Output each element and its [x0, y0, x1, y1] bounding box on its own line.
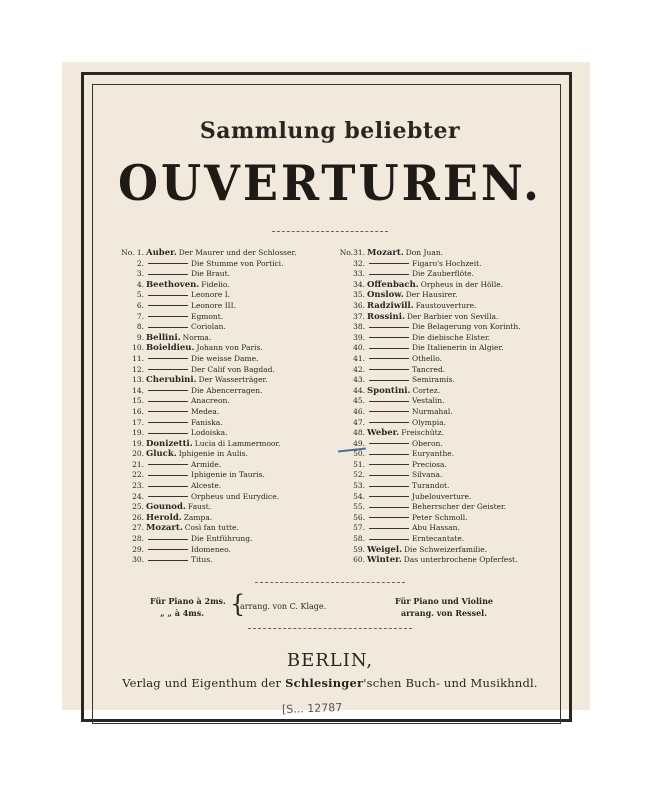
item-number: 53. [353, 481, 365, 491]
item-number: 8. [136, 322, 144, 332]
opera-title: Faustouverture. [415, 300, 477, 310]
composer-name: Herold. [146, 512, 182, 523]
list-item [117, 312, 347, 323]
ditto-dash [148, 274, 188, 275]
opera-title: Euryanthe. [412, 449, 455, 459]
list-item [117, 481, 347, 492]
composer-name: Gluck. [146, 449, 177, 460]
ditto-dash [148, 433, 188, 434]
composer-name: Mozart. [367, 248, 404, 258]
opera-title: Othello. [412, 353, 442, 363]
city-name: BERLIN, [286, 650, 374, 671]
ditto-dash [148, 327, 188, 328]
item-number: 47. [353, 417, 365, 427]
ditto-dash [369, 486, 409, 487]
opera-title: Preciosa. [412, 459, 447, 469]
violin-edition [395, 595, 493, 619]
list-item [117, 269, 347, 280]
item-number: 33. [353, 269, 365, 279]
ditto-dash [369, 401, 409, 402]
list-item [338, 492, 568, 503]
composer-name: Weber. [367, 428, 400, 439]
ditto-dash [369, 358, 409, 359]
opera-title: Silvana. [412, 470, 443, 480]
opera-title: Erntecantate. [412, 534, 465, 544]
ditto-dash [148, 358, 188, 359]
opera-title: Iphigenie in Tauris. [191, 470, 265, 480]
piano-2ms: Für Piano à 2ms. [150, 596, 226, 606]
list-item [117, 375, 347, 386]
piano-4ms: „ „ à 4ms. [160, 608, 205, 618]
composer-name: Donizetti. [146, 438, 193, 449]
ditto-dash [369, 539, 409, 540]
list-item [117, 248, 347, 259]
item-number: 27. [132, 523, 144, 533]
publisher-suffix: 'schen Buch- und Musikhndl. [363, 676, 538, 690]
composer-name: Offenbach. [367, 279, 419, 290]
opera-title: Orpheus und Eurydice. [191, 491, 280, 501]
overture-list-right [338, 248, 568, 566]
list-item [338, 290, 568, 301]
composer-name: Beethoven. [146, 279, 200, 290]
item-number: 21. [132, 459, 144, 469]
ornamental-divider [272, 231, 388, 232]
composer-name: Winter. [367, 555, 402, 566]
item-number: 48. [353, 428, 365, 438]
list-item [338, 428, 568, 439]
opera-title: Idomeneo. [191, 544, 231, 554]
ditto-dash [369, 411, 409, 412]
opera-title: Jubelouverture. [412, 491, 472, 501]
ditto-dash [369, 327, 409, 328]
opera-title: Titus. [191, 555, 213, 565]
opera-title: Der Wasserträger. [198, 375, 268, 385]
opera-title: Freischütz. [401, 428, 444, 438]
list-item [338, 460, 568, 471]
list-item [117, 460, 347, 471]
ditto-dash [148, 539, 188, 540]
composer-name: Auber. [146, 248, 177, 258]
list-item [338, 439, 568, 450]
item-number: No.31. [339, 248, 365, 257]
opera-title: Nurmahal. [412, 406, 453, 416]
item-number: 40. [353, 343, 365, 353]
opera-title: Die diebische Elster. [412, 332, 491, 342]
ditto-dash [369, 422, 409, 423]
item-number: 6. [136, 300, 144, 310]
opera-title: Faust. [187, 502, 212, 512]
list-item [117, 513, 347, 524]
ditto-dash [369, 517, 409, 518]
composer-name: Weigel. [367, 544, 403, 555]
opera-title: Cortez. [412, 385, 441, 395]
item-number: 16. [132, 406, 144, 416]
list-item [117, 428, 347, 439]
opera-title: Die weisse Dame. [191, 353, 259, 363]
composer-name: Boieldieu. [146, 343, 195, 354]
opera-title: Alceste. [191, 481, 222, 491]
list-item [117, 492, 347, 503]
ditto-dash [148, 390, 188, 391]
ditto-dash [148, 369, 188, 370]
item-number: 37. [353, 311, 365, 321]
opera-title: Die Stumme von Portici. [191, 258, 284, 268]
opera-title: Turandot. [412, 481, 450, 491]
opera-title: Der Maurer und der Schlosser. [178, 248, 297, 257]
item-number: 5. [136, 290, 144, 300]
ditto-dash [148, 316, 188, 317]
opera-title: Abu Hassan. [412, 523, 460, 533]
item-number: 29. [132, 544, 144, 554]
item-number: 44. [353, 385, 365, 395]
list-item [338, 354, 568, 365]
composer-name: Rossini. [367, 311, 405, 322]
item-number: 25. [132, 502, 144, 512]
composer-name: Mozart. [146, 523, 183, 534]
item-number: 43. [353, 375, 365, 385]
opera-title: Peter Schmoll. [412, 512, 468, 522]
opera-title: Iphigenie in Aulis. [178, 449, 248, 459]
opera-title: Oberon. [412, 438, 443, 448]
item-number: 41. [353, 353, 365, 363]
list-item [338, 343, 568, 354]
list-item [117, 418, 347, 429]
item-number: 2. [136, 258, 144, 268]
list-item [117, 407, 347, 418]
item-number: 17. [132, 417, 144, 427]
ditto-dash [369, 528, 409, 529]
item-number: 20. [132, 449, 144, 459]
opera-title: Armide. [191, 459, 222, 469]
item-number: 14. [132, 385, 144, 395]
ditto-dash [369, 507, 409, 508]
opera-title: Fidelio. [201, 279, 230, 289]
item-number: 42. [353, 364, 365, 374]
list-item [117, 354, 347, 365]
list-item [338, 396, 568, 407]
item-number: 56. [353, 512, 365, 522]
opera-title: Zampa. [183, 512, 213, 522]
ditto-dash [148, 422, 188, 423]
ditto-dash [369, 454, 409, 455]
ditto-dash [369, 496, 409, 497]
list-item [117, 290, 347, 301]
item-number: 36. [353, 300, 365, 310]
list-item [117, 545, 347, 556]
ressel-arrangement: arrang. von Ressel. [400, 608, 487, 618]
opera-title: Tancred. [412, 364, 446, 374]
item-number: 15. [132, 396, 144, 406]
opera-title: Die Belagerung von Korinth. [412, 322, 521, 332]
item-number: 26. [132, 512, 144, 522]
item-number: 32. [353, 258, 365, 268]
brace-glyph: { [230, 590, 246, 618]
ditto-dash [369, 348, 409, 349]
composer-name: Onslow. [367, 290, 404, 301]
opera-title: Johann von Paris. [196, 343, 263, 353]
list-item [117, 439, 347, 450]
opera-title: Olympia. [412, 417, 446, 427]
ditto-dash [148, 305, 188, 306]
item-number: 55. [353, 502, 365, 512]
list-item [117, 322, 347, 333]
item-number: 49. [353, 438, 365, 448]
list-item [338, 470, 568, 481]
list-item [338, 545, 568, 556]
opera-title: Die Schweizerfamilie. [404, 544, 488, 554]
ditto-dash [148, 496, 188, 497]
item-number: 28. [132, 534, 144, 544]
list-item [338, 513, 568, 524]
piano-violin: Für Piano und Violine [395, 596, 493, 606]
divider-line-lower [248, 628, 412, 629]
opera-title: Vestalin. [412, 396, 445, 406]
ditto-dash [369, 464, 409, 465]
list-item [117, 343, 347, 354]
composer-name: Spontini. [367, 385, 411, 396]
item-number: 57. [353, 523, 365, 533]
klage-arrangement: arrang. von C. Klage. [240, 602, 327, 611]
ditto-dash [369, 263, 409, 264]
item-number: 59. [353, 544, 365, 554]
item-number: 46. [353, 406, 365, 416]
list-item [338, 481, 568, 492]
publisher-name: Schlesinger [285, 676, 364, 690]
list-item [117, 259, 347, 270]
list-item [117, 365, 347, 376]
list-item [117, 555, 347, 566]
ditto-dash [148, 401, 188, 402]
list-item [338, 301, 568, 312]
list-item [117, 534, 347, 545]
opera-title: Lucia di Lammermoor. [194, 438, 281, 448]
opera-title: Anacreon. [191, 396, 230, 406]
composer-name: Gounod. [146, 502, 186, 513]
publisher-prefix: Verlag und Eigenthum der [122, 676, 282, 690]
ditto-dash [369, 337, 409, 338]
list-item [117, 449, 347, 460]
ditto-dash [369, 380, 409, 381]
item-number: 9. [136, 332, 144, 342]
opera-title: Orpheus in der Hölle. [420, 279, 504, 289]
opera-title: Die Italienerin in Algier. [412, 343, 504, 353]
ditto-dash [148, 486, 188, 487]
library-stamp: [S... 12787 [281, 700, 343, 717]
item-number: 3. [136, 269, 144, 279]
opera-title: Norma. [182, 332, 212, 342]
list-item [117, 301, 347, 312]
item-number: 22. [132, 470, 144, 480]
item-number: 23. [132, 481, 144, 491]
item-number: 4. [136, 279, 144, 289]
list-item [338, 269, 568, 280]
list-item [117, 396, 347, 407]
main-title: OUVERTUREN. [117, 154, 543, 212]
item-number: 35. [353, 290, 365, 300]
opera-title: Der Hausirer. [405, 290, 458, 300]
item-number: 10. [132, 343, 144, 353]
item-number: 13. [132, 375, 144, 385]
piano-editions [150, 595, 226, 619]
opera-title: Leonore I. [191, 290, 231, 300]
opera-title: Der Barbier von Sevilla. [406, 311, 499, 321]
list-item [117, 523, 347, 534]
opera-title: Die Braut. [191, 269, 231, 279]
opera-title: Medea. [191, 406, 220, 416]
opera-title: Der Calif von Bagdad. [191, 364, 275, 374]
opera-title: Così fan tutte. [184, 523, 239, 533]
list-item [338, 280, 568, 291]
item-number: 58. [353, 534, 365, 544]
opera-title: Figaro's Hochzeit. [412, 258, 482, 268]
item-number: 34. [353, 279, 365, 289]
list-item [338, 407, 568, 418]
list-item [338, 322, 568, 333]
list-item [117, 280, 347, 291]
item-number: 12. [132, 364, 144, 374]
list-item [117, 470, 347, 481]
opera-title: Das unterbrochene Opferfest. [403, 555, 518, 565]
list-item [338, 365, 568, 376]
item-number: 50. [353, 449, 365, 459]
opera-title: Beherrscher der Geister. [412, 502, 507, 512]
divider-line [255, 582, 405, 583]
list-item [338, 259, 568, 270]
opera-title: Faniska. [191, 417, 223, 427]
opera-title: Die Entführung. [191, 534, 253, 544]
list-item [117, 333, 347, 344]
list-item [338, 523, 568, 534]
list-item [338, 375, 568, 386]
list-item [338, 312, 568, 323]
list-item [117, 386, 347, 397]
ditto-dash [148, 464, 188, 465]
item-number: No. 1. [121, 248, 144, 257]
list-item [117, 502, 347, 513]
item-number: 60. [353, 555, 365, 565]
opera-title: Coriolan. [191, 322, 226, 332]
ditto-dash [369, 274, 409, 275]
item-number: 7. [136, 311, 144, 321]
opera-title: Semiramis. [412, 375, 455, 385]
ditto-dash [148, 549, 188, 550]
item-number: 19. [132, 428, 144, 438]
item-number: 38. [353, 322, 365, 332]
subtitle: Sammlung beliebter [199, 118, 461, 144]
ditto-dash [148, 263, 188, 264]
item-number: 19. [132, 438, 144, 448]
opera-title: Leonore III. [191, 300, 236, 310]
item-number: 52. [353, 470, 365, 480]
ditto-dash [148, 295, 188, 296]
opera-title: Die Zauberflöte. [412, 269, 474, 279]
ditto-dash [148, 560, 188, 561]
item-number: 39. [353, 332, 365, 342]
composer-name: Bellini. [146, 332, 181, 343]
ditto-dash [369, 475, 409, 476]
list-item [338, 449, 568, 460]
composer-name: Radziwill. [367, 300, 414, 311]
composer-name: Cherubini. [146, 375, 197, 386]
list-item [338, 386, 568, 397]
list-item [338, 534, 568, 545]
item-number: 30. [132, 555, 144, 565]
overture-list-left [117, 248, 347, 566]
ditto-dash [148, 411, 188, 412]
item-number: 51. [353, 459, 365, 469]
list-item [338, 333, 568, 344]
item-number: 11. [132, 353, 144, 363]
list-item [338, 248, 568, 259]
ditto-dash [369, 369, 409, 370]
item-number: 45. [353, 396, 365, 406]
opera-title: Don Juan. [405, 248, 444, 257]
opera-title: Lodoiska. [191, 428, 228, 438]
opera-title: Die Abencerragen. [191, 385, 263, 395]
item-number: 24. [132, 491, 144, 501]
list-item [338, 418, 568, 429]
publisher-line [0, 676, 660, 690]
ditto-dash [148, 475, 188, 476]
opera-title: Egmont. [191, 311, 224, 321]
ditto-dash [369, 443, 409, 444]
item-number: 54. [353, 491, 365, 501]
list-item [338, 555, 568, 566]
list-item [338, 502, 568, 513]
